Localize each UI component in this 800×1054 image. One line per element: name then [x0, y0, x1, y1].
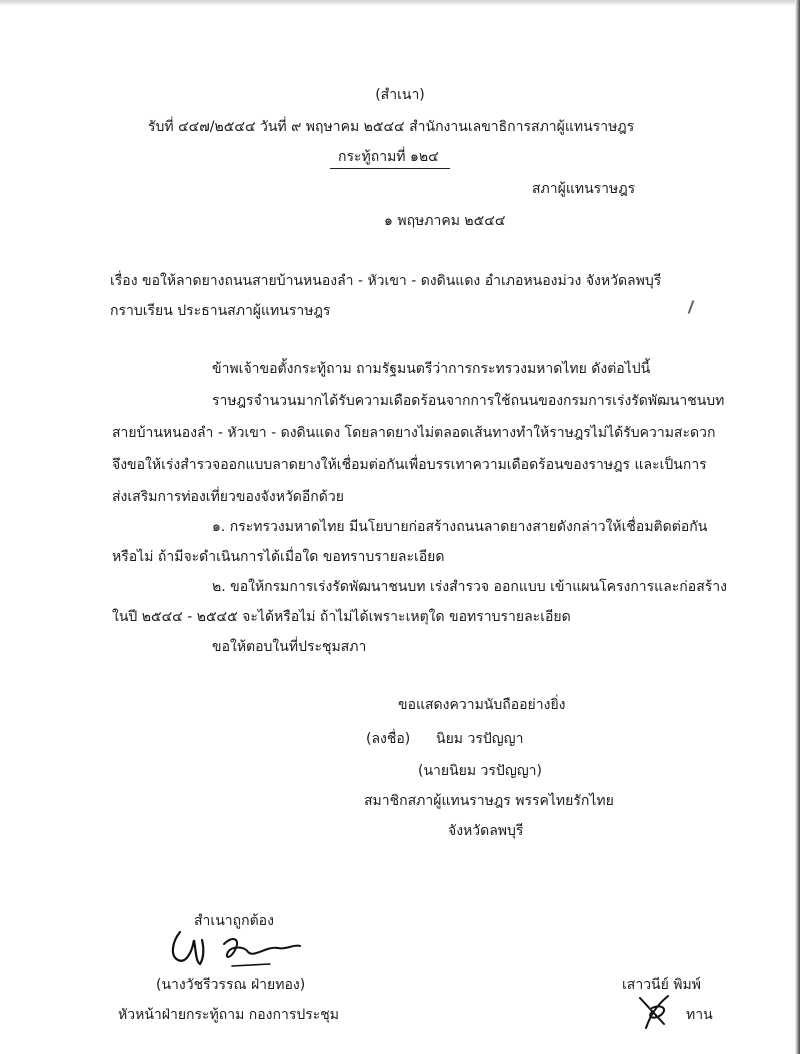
- body-intro: ข้าพเจ้าขอตั้งกระทู้ถาม ถามรัฐมนตรีว่าการกระทรวงมหาดไทย ดังต่อไปนี้: [212, 361, 651, 377]
- salutation: กราบเรียน ประธานสภาผู้แทนราษฎร: [110, 303, 331, 319]
- regards: ขอแสดงความนับถืออย่างยิ่ง: [398, 697, 566, 713]
- certifier-name: (นางวัชรีวรรณ ฝ่ายทอง): [156, 977, 306, 993]
- body-paragraph-line: ส่งเสริมการท่องเที่ยวของจังหวัดอีกด้วย: [112, 489, 344, 505]
- subject-line: เรื่อง ขอให้ลาดยางถนนสายบ้านหนองลำ - หัวเขา - ดงดินแดง อำเภอหนองม่วง จังหวัดลพบุรี: [110, 273, 662, 289]
- question-item-2-cont: ในปี ๒๕๔๔ - ๒๕๔๕ จะได้หรือไม่ ถ้าไม่ได้เพราะเหตุใด ขอทราบรายละเอียด: [112, 609, 571, 625]
- scan-edge-top: [0, 0, 800, 6]
- initials-mark: [632, 990, 682, 1034]
- question-item-1-cont: หรือไม่ ถ้ามีจะดำเนินการได้เมื่อใด ขอทราบรายละเอียด: [112, 549, 445, 565]
- copy-label: (สำเนา): [375, 87, 425, 103]
- question-number-underline: [330, 168, 450, 169]
- body-paragraph-line: จึงขอให้เร่งสำรวจออกแบบลาดยางให้เชื่อมต่อกันเพื่อบรรเทาความเดือดร้อนของราษฎร และเป็นการ: [112, 457, 707, 473]
- receipt-line: รับที่ ๔๔๗/๒๕๔๔ วันที่ ๙ พฤษาคม ๒๕๔๔ สำนักงานเลขาธิการสภาผู้แทนราษฎร: [148, 119, 635, 135]
- question-item-2: ๒. ขอให้กรมการเร่งรัดพัฒนาชนบท เร่งสำรวจ ออกแบบ เข้าแผนโครงการและก่อสร้าง: [212, 579, 727, 595]
- signer-position: สมาชิกสภาผู้แทนราษฎร พรรคไทยรักไทย: [364, 793, 614, 809]
- closing-request: ขอให้ตอบในที่ประชุมสภา: [212, 639, 367, 655]
- signer-full-name: (นายนิยม วรปัญญา): [418, 763, 542, 779]
- question-item-1: ๑. กระทรวงมหาดไทย มีนโยบายก่อสร้างถนนลาดยางสายดังกล่าวให้เชื่อมติดต่อกัน: [212, 519, 708, 535]
- typist-label: เสาวนีย์ พิมพ์: [622, 977, 701, 993]
- scan-mark: [688, 300, 695, 314]
- scan-edge-right: [795, 0, 800, 1054]
- signed-name: นิยม วรปัญญา: [436, 731, 524, 747]
- certifier-title: หัวหน้าฝ่ายกระทู้ถาม กองการประชุม: [118, 1007, 340, 1023]
- institution: สภาผู้แทนราษฎร: [532, 181, 636, 197]
- body-paragraph-line: สายบ้านหนองลำ - หัวเขา - ดงดินแดง โดยลาดยางไม่ตลอดเส้นทางทำให้ราษฎรไม่ได้รับความสะดวก: [112, 425, 716, 441]
- question-number: กระทู้ถามที่ ๑๒๔: [338, 149, 439, 165]
- signed-prefix: (ลงชื่อ): [366, 731, 411, 747]
- signer-province: จังหวัดลพบุรี: [448, 823, 524, 839]
- checker-label: ทาน: [686, 1007, 713, 1023]
- body-paragraph-line: ราษฎรจำนวนมากได้รับความเดือดร้อนจากการใช้ถนนของกรมการเร่งรัดพัฒนาชนบท: [212, 393, 725, 409]
- letter-date: ๑ พฤษภาคม ๒๕๔๔: [384, 213, 506, 229]
- handwritten-signature: [166, 918, 306, 974]
- certified-label: สำเนาถูกต้อง: [194, 913, 274, 929]
